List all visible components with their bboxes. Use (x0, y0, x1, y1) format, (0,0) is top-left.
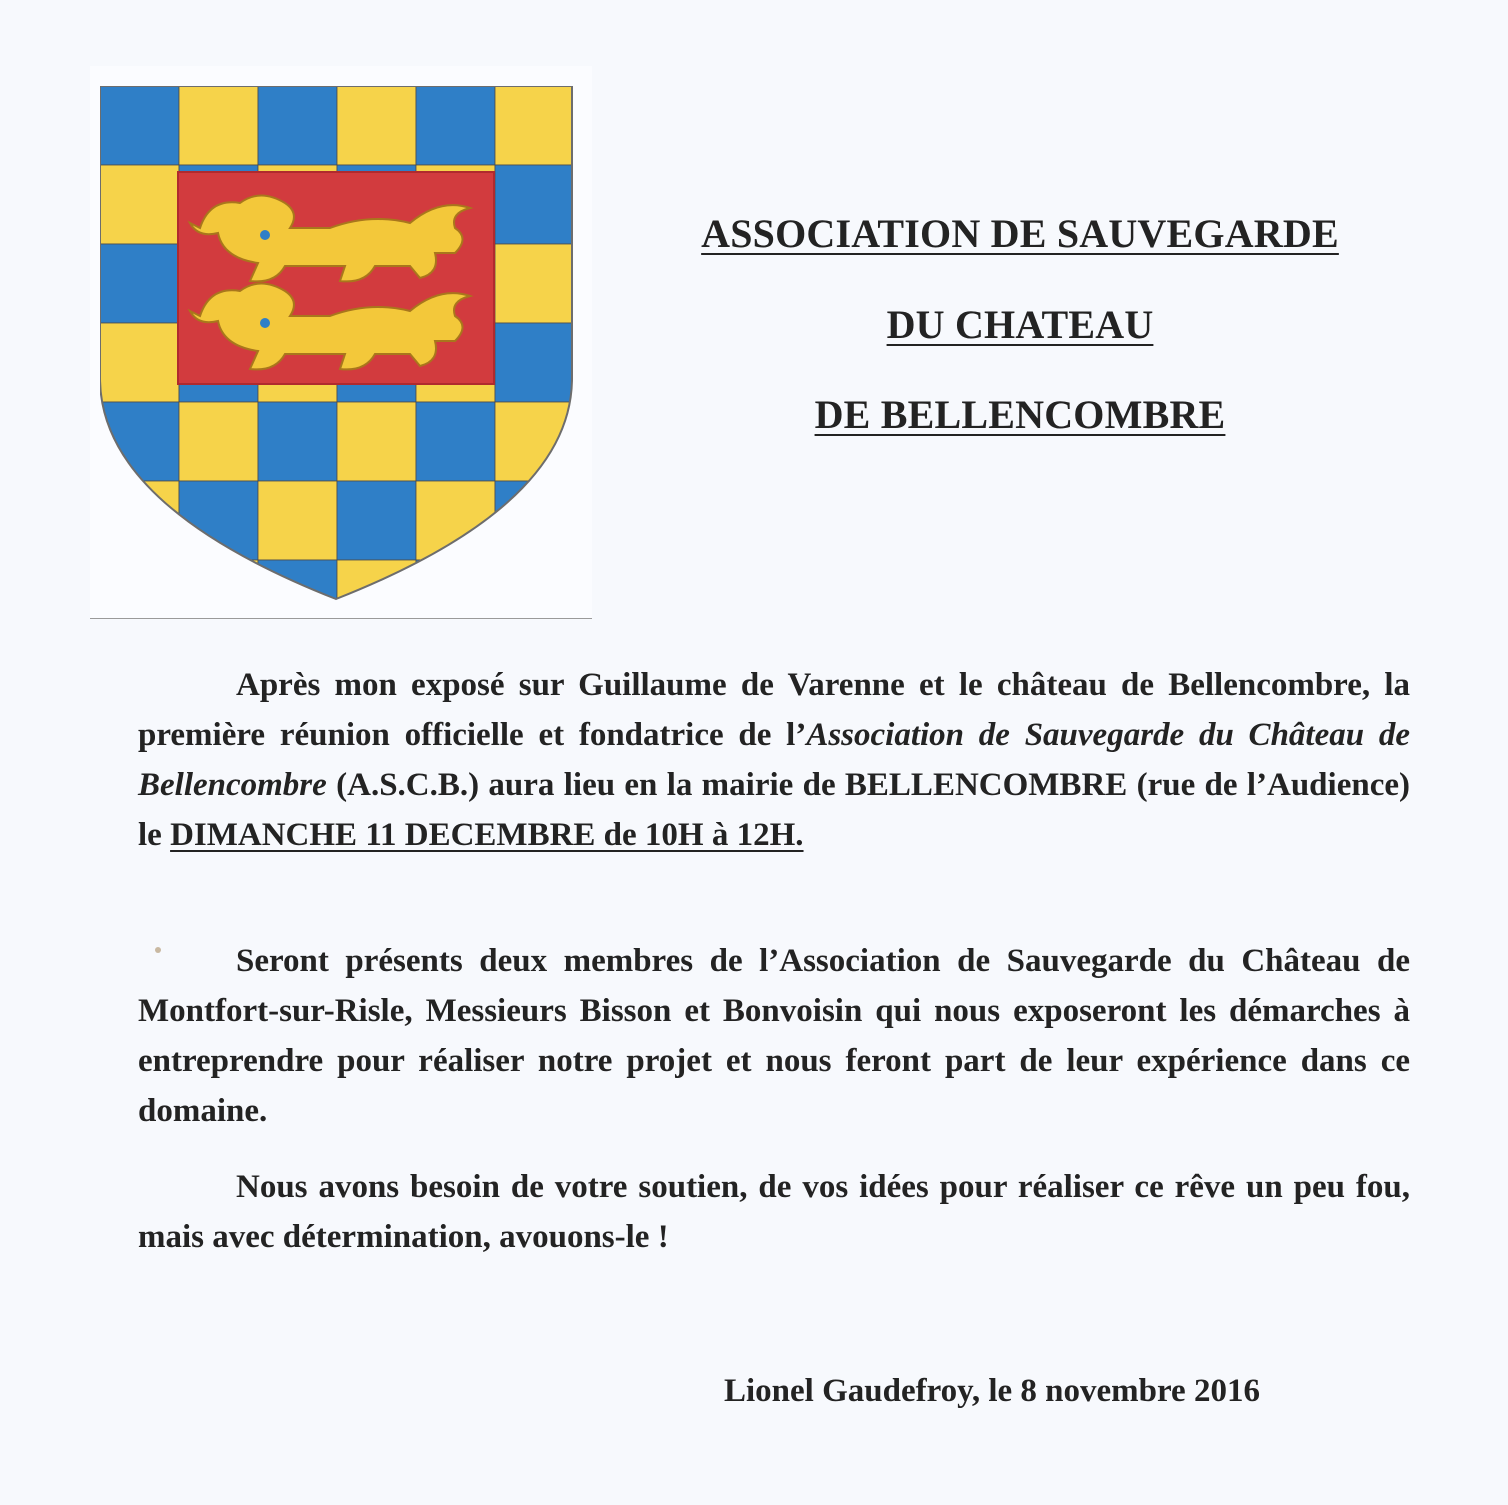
paragraph-support: Nous avons besoin de votre soutien, de vos idées pour réaliser ce rêve un peu fou, mais avec détermination, avouons-le ! (138, 1169, 1410, 1255)
coat-of-arms-icon (100, 86, 580, 606)
paragraph-meeting-intro: Après mon exposé sur Guillaume de Varenne et le château de Bellencombre, la première réunion officielle et fondatrice de l’ (138, 667, 1410, 753)
paragraph-meeting-location: (A.S.C.B.) aura lieu en la mairie de BELLENCOMBRE (rue de l’Audience) le (138, 767, 1410, 853)
association-name: Association de Sauvegarde du Château de Bellencombre (138, 717, 1410, 803)
paragraph-guests: Seront présents deux membres de l’Association de Sauvegarde du Château de Montfort-sur-Risle, Messieurs Bisson et Bonvoisin qui nous exposeront les démarches à entreprendre pour réaliser notre projet et nous feront part de leur expérience dans ce domaine. (138, 943, 1410, 1129)
signature-line: Lionel Gaudefroy, le 8 novembre 2016 (724, 1373, 1260, 1409)
title-line-2: DU CHATEAU (886, 302, 1154, 347)
meeting-date: DIMANCHE 11 DECEMBRE de 10H à 12H. (170, 817, 804, 853)
paragraph-meeting (138, 660, 1410, 860)
title-line-1: ASSOCIATION DE SAUVEGARDE (701, 211, 1339, 256)
title-line-3: DE BELLENCOMBRE (814, 392, 1226, 437)
crest-frame (90, 66, 592, 619)
